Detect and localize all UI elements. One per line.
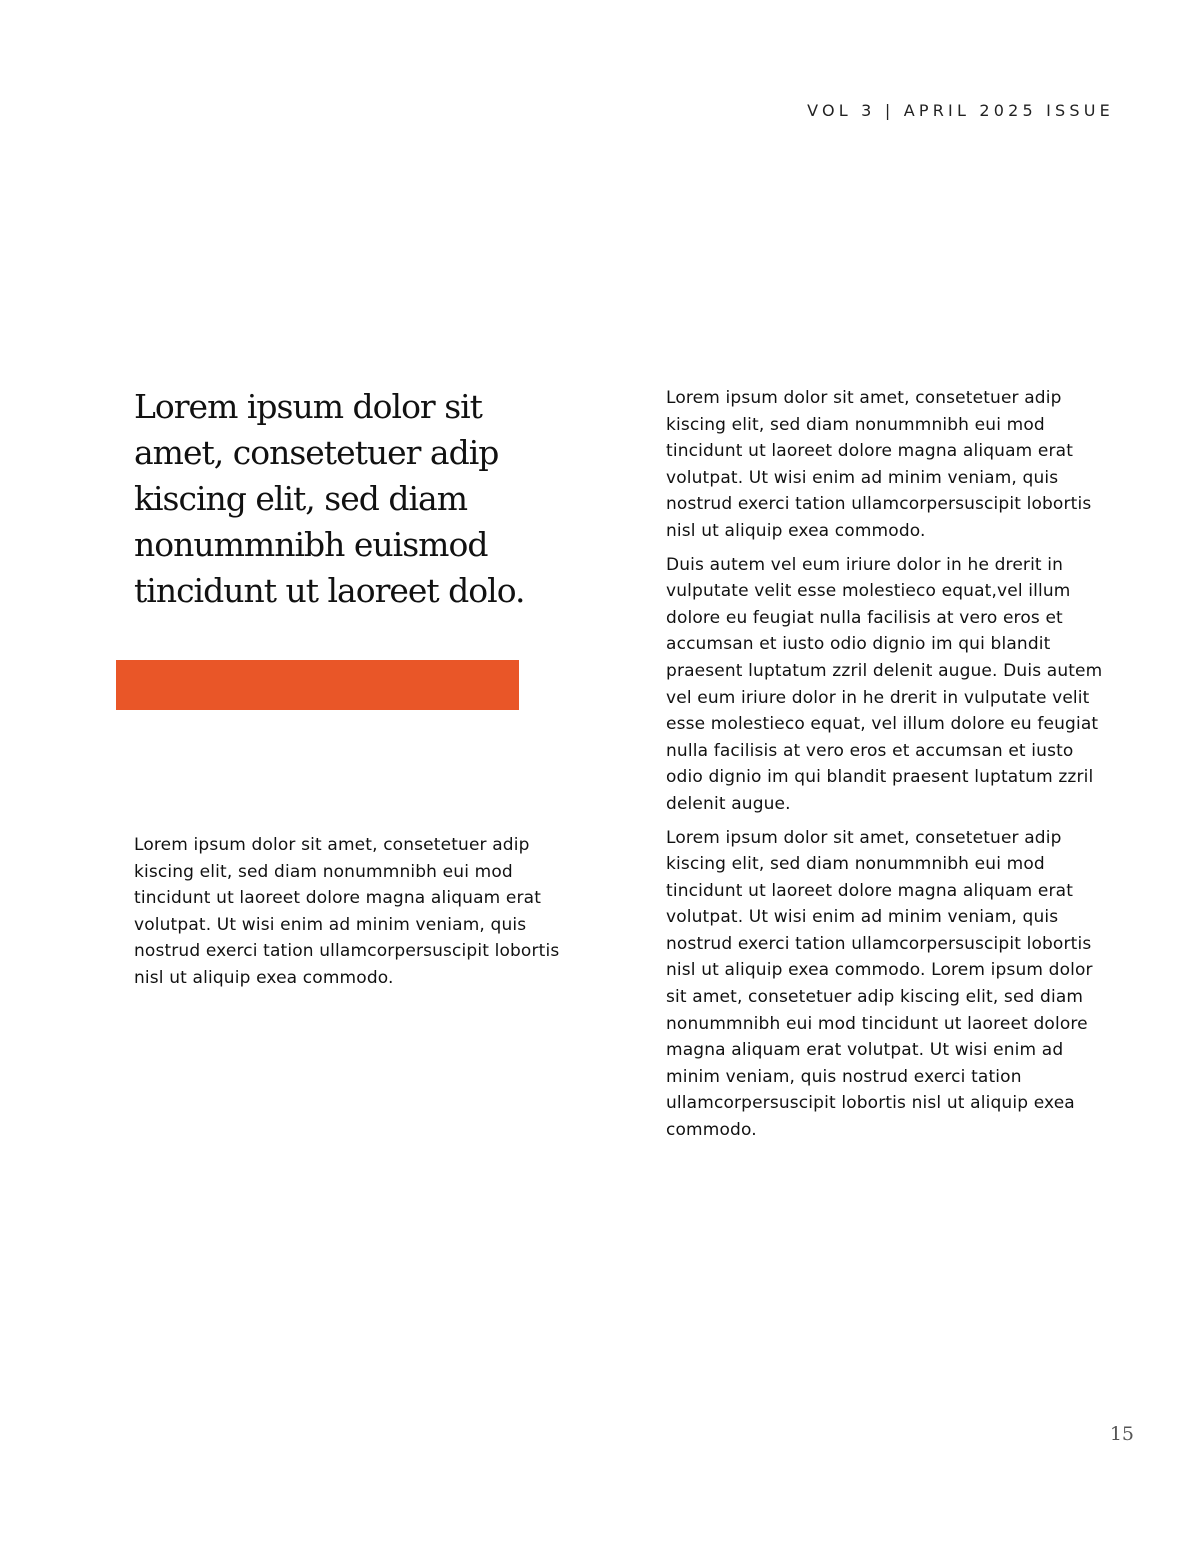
- left-body-paragraph: Lorem ipsum dolor sit amet, consetetuer adip kiscing elit, sed diam nonummnibh eui mod tincidunt ut laoreet dolore magna aliquam erat volutpat. Ut wisi enim ad minim veniam, quis nostrud exerci tation ullamcorpersuscipit lobortis nisl ut aliquip exea commodo.: [134, 835, 560, 988]
- right-body-paragraph-2: Duis autem vel eum iriure dolor in he drerit in vulputate velit esse molestieco equat,vel illum dolore eu feugiat nulla facilisis at vero eros et accumsan et iusto odio dignio im qui blandit praesent luptatum zzril delenit augue. Duis autem vel eum iriure dolor in he drerit in vulputate velit esse molestieco equat, vel illum dolore eu feugiat nulla facilisis at vero eros et accumsan et iusto odio dignio im qui blandit praesent luptatum zzril delenit augue.: [666, 554, 1103, 814]
- issue-header: VOL 3 | APRIL 2025 ISSUE: [807, 101, 1114, 120]
- right-body-paragraph-1: Lorem ipsum dolor sit amet, consetetuer adip kiscing elit, sed diam nonummnibh eui mod tincidunt ut laoreet dolore magna aliquam erat volutpat. Ut wisi enim ad minim veniam, quis nostrud exerci tation ullamcorpersuscipit lobortis nisl ut aliquip exea commodo.: [666, 388, 1092, 541]
- page-number: 15: [1109, 1423, 1134, 1445]
- left-column: [134, 832, 580, 992]
- pull-quote: Lorem ipsum dolor sit amet, consetetuer adip kiscing elit, sed diam nonummnibh euismod tincidunt ut laoreet dolo.: [134, 387, 525, 610]
- accent-bar: [116, 660, 519, 710]
- right-body-paragraph-3: Lorem ipsum dolor sit amet, consetetuer adip kiscing elit, sed diam nonummnibh eui mod tincidunt ut laoreet dolore magna aliquam erat volutpat. Ut wisi enim ad minim veniam, quis nostrud exerci tation ullamcorpersuscipit lobortis nisl ut aliquip exea commodo. Lorem ipsum dolor sit amet, consetetuer adip kiscing elit, sed diam nonummnibh eui mod tincidunt ut laoreet dolore magna aliquam erat volutpat. Ut wisi enim ad minim veniam, quis nostrud exerci tation ullamcorpersuscipit lobortis nisl ut aliquip exea commodo.: [666, 827, 1093, 1141]
- right-column: [666, 385, 1114, 1144]
